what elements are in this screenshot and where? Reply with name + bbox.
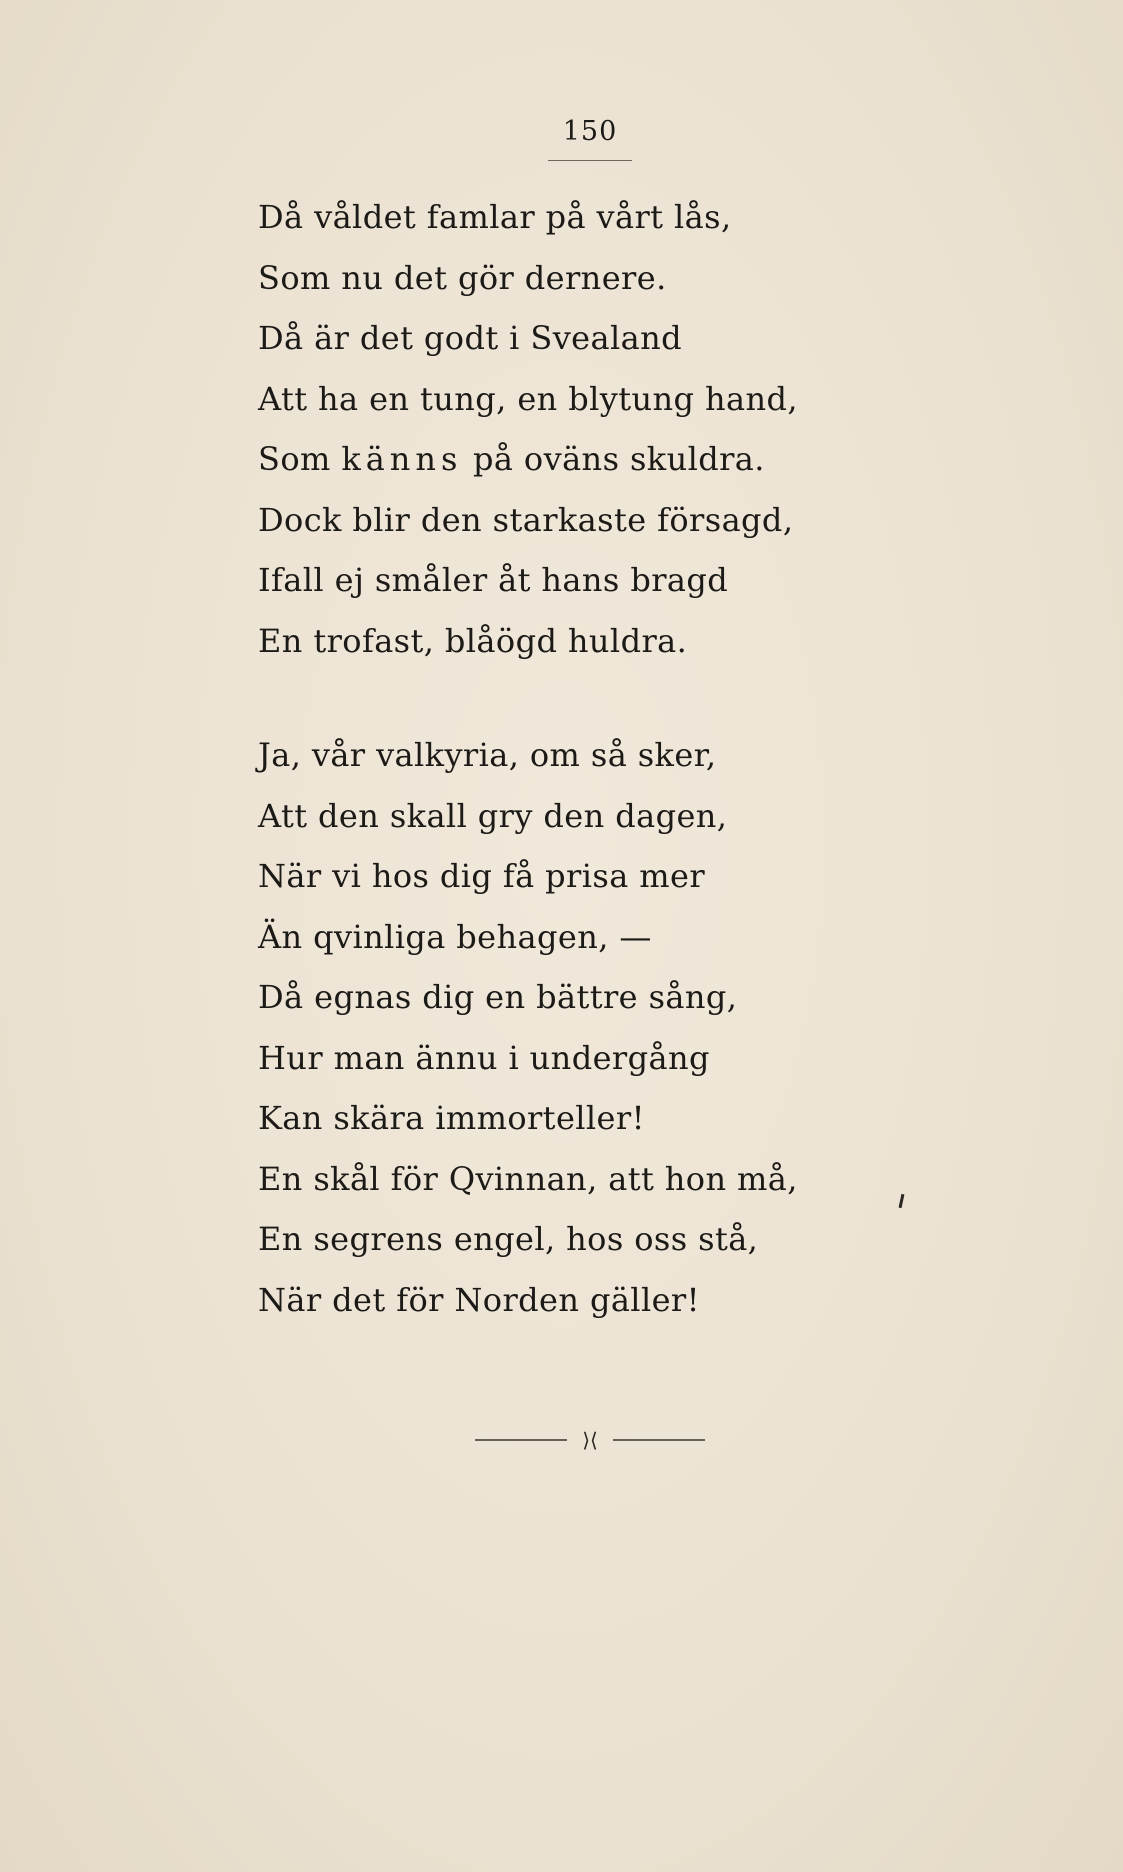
poem-line-start: Som	[258, 440, 331, 478]
poem-line: En skål för Qvinnan, att hon må,	[258, 1159, 798, 1198]
margin-mark	[899, 1194, 905, 1208]
emphasized-word: känns	[341, 440, 463, 478]
page-number: 150	[562, 116, 618, 147]
stanza-2	[258, 725, 798, 1330]
poem-line: Att ha en tung, en blytung hand,	[258, 379, 798, 418]
poem-line: Än qvinliga behagen, —	[258, 917, 652, 956]
end-ornament-icon	[475, 1427, 705, 1453]
stanza-1	[258, 187, 798, 671]
poem-line: Då egnas dig en bättre sång,	[258, 978, 738, 1016]
poem-line: En segrens engel, hos oss stå,	[258, 1220, 759, 1258]
poem-line: Då våldet famlar på vårt lås,	[258, 198, 732, 236]
poem-line: Att den skall gry den dagen,	[258, 796, 728, 835]
poem-line: Ja, vår valkyria, om så sker,	[258, 736, 717, 774]
page-number-rule	[548, 160, 632, 161]
poem-line: När vi hos dig få prisa mer	[258, 857, 706, 895]
poem-line: Som nu det gör dernere.	[258, 258, 667, 297]
poem-line-end: på oväns skuldra.	[473, 440, 765, 478]
ornament-glyph: ⟩⟨	[582, 1428, 598, 1452]
poem-line	[258, 429, 798, 490]
poem-line: En trofast, blåögd huldra.	[258, 621, 688, 660]
poem-line: Då är det godt i Svealand	[258, 319, 682, 357]
poem-line: Hur man ännu i undergång	[258, 1038, 710, 1077]
poem-line: Ifall ej småler åt hans bragd	[258, 561, 729, 599]
poem-line: Dock blir den starkaste försagd,	[258, 500, 794, 539]
poem-line: Kan skära immorteller!	[258, 1099, 645, 1137]
poem-line: När det för Norden gäller!	[258, 1280, 700, 1319]
